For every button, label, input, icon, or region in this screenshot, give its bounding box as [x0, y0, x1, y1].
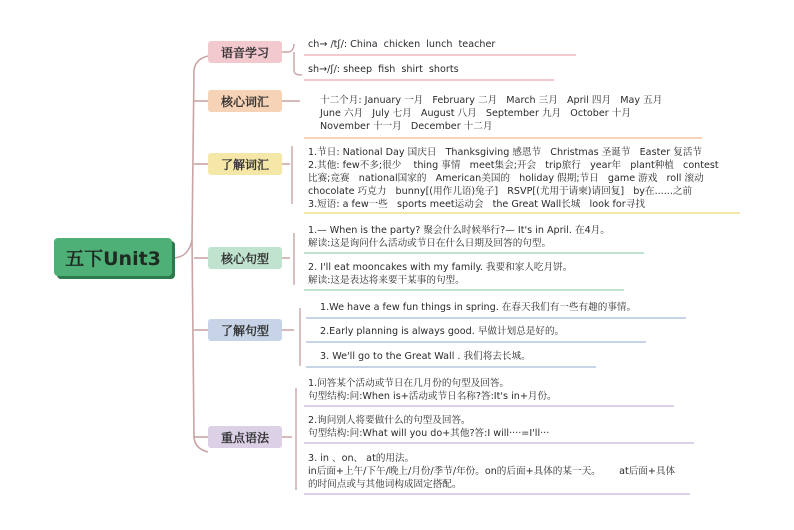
leaf-underline	[304, 79, 554, 81]
leaf-underline	[306, 317, 686, 319]
leaf-underline	[304, 252, 644, 254]
leaf-underline	[304, 137, 702, 139]
leaf-core-sentence-1: 1.— When is the party? 聚会什么时候举行?— It's in April. 在4月。 解读:这是询问什么活动或节日在什么日期及回答的句型。	[308, 225, 610, 249]
leaf-extra-words: 1.节日: National Day 国庆日 Thanksgiving 感恩节 Christmas 圣诞节 Easter 复活节 2.其他: few不多;很少 thing 事情 meet集会;开会 trip旅行 year年 plant种植 contest 比赛;竞赛 national国家的 American美国的 holiday 假期;节日 game 游戏 roll 滚动 chocolate 巧克力 bunny[(用作儿语)兔子] RSVP[(尤用于请柬)请回复] by在......之前 3.短语: a few一些 sports meet运动会 the Great Wall长城 look for寻找	[308, 147, 719, 210]
branch-core-vocabulary[interactable]: 核心词汇	[208, 90, 282, 112]
leaf-phonics-ch: ch→ /tʃ/: China chicken lunch teacher	[308, 39, 496, 50]
leaf-extra-sentence-3: 3. We'll go to the Great Wall . 我们将去长城。	[320, 351, 531, 362]
branch-extra-vocabulary[interactable]: 了解词汇	[208, 153, 282, 175]
leaf-underline	[304, 54, 576, 56]
leaf-phonics-sh: sh→/ʃ/: sheep fish shirt shorts	[308, 64, 459, 75]
leaf-underline	[306, 366, 596, 368]
leaf-underline	[306, 341, 646, 343]
branch-key-grammar[interactable]: 重点语法	[208, 426, 282, 448]
leaf-core-sentence-2: 2. I'll eat mooncakes with my family. 我要和家人吃月饼。 解读:这是表达将来要干某事的句型。	[308, 262, 573, 286]
branch-extra-sentences[interactable]: 了解句型	[208, 319, 282, 341]
leaf-extra-sentence-1: 1.We have a few fun things in spring. 在春天我们有一些有趣的事情。	[320, 302, 637, 313]
leaf-grammar-1: 1.问答某个活动或节日在几月份的句型及回答。 句型结构:问:When is+活动或节日名称?答:It's in+月份。	[308, 378, 557, 402]
leaf-grammar-3: 3. in 、on、 at的用法。 in后面+上午/下午/晚上/月份/季节/年份。on的后面+具体的某一天。 at后面+具体 的时间点或与其他词构成固定搭配。	[308, 453, 676, 490]
leaf-months: 十二个月: January 一月 February 二月 March 三月 April 四月 May 五月 June 六月 July 七月 August 八月 September 九月 October 十月 November 十一月 December 十二月	[320, 95, 663, 132]
branch-phonics[interactable]: 语音学习	[208, 41, 282, 63]
leaf-grammar-2: 2.询问别人将要做什么的句型及回答。 句型结构:问:What will you do+其他?答:I will····=I'll···	[308, 415, 550, 439]
leaf-underline	[304, 289, 624, 291]
root-topic[interactable]: 五下Unit3	[54, 238, 172, 276]
leaf-underline	[304, 212, 740, 214]
leaf-underline	[304, 493, 690, 495]
leaf-underline	[304, 442, 694, 444]
leaf-extra-sentence-2: 2.Early planning is always good. 早做计划总是好的。	[320, 326, 565, 337]
branch-core-sentences[interactable]: 核心句型	[208, 247, 282, 269]
leaf-underline	[304, 405, 674, 407]
